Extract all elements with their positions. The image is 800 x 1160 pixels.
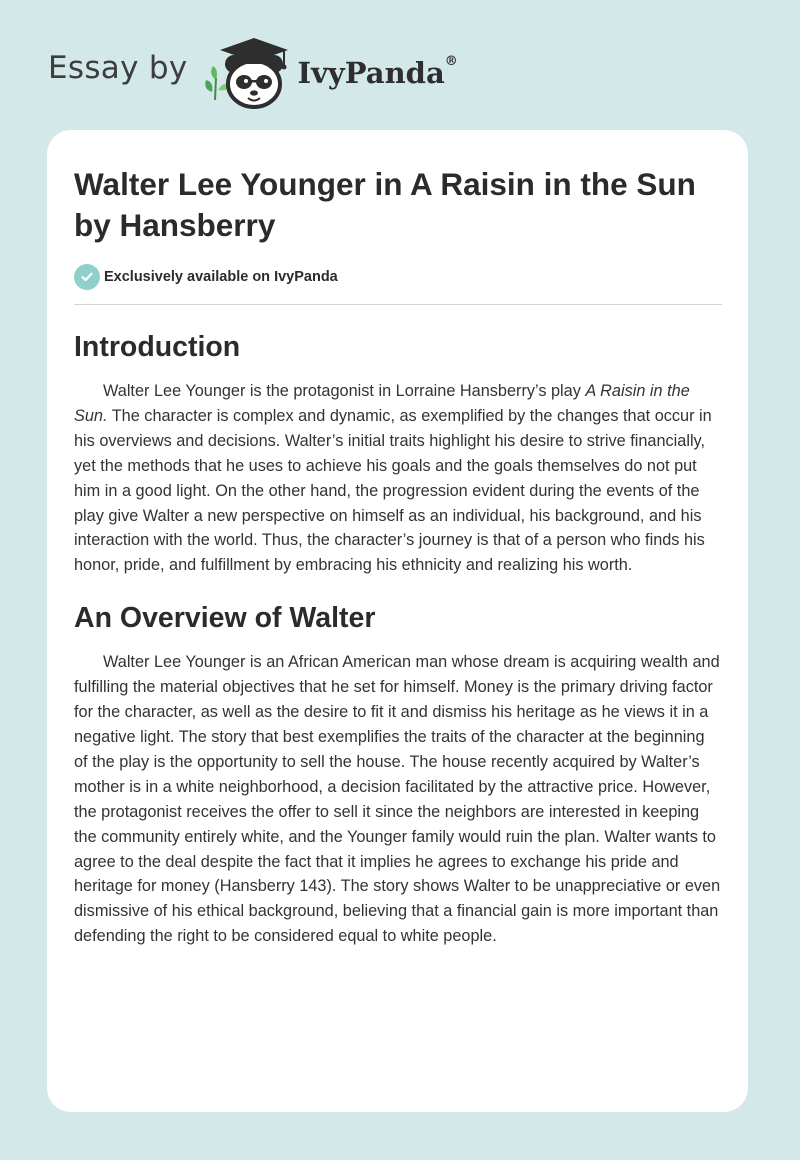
check-circle-icon <box>74 264 100 290</box>
section-paragraph: Walter Lee Younger is an African American man whose dream is acquiring wealth and fulfilling the material objectives that he set for himself. Money is the primary driving factor for the character, as well as the desire to fit it and dismiss his heritage as he views it in a negative light. The story that best exemplifies the traits of the character at the beginning of the play is the opportunity to sell the house. The house recently acquired by Walter’s mother is in a white neighborhood, a decision facilitated by the attractive price. However, the protagonist receives the offer to sell it since the neighbors are interested in keeping the community entirely white, and the Younger family would ruin the plan. Walter wants to agree to the deal despite the fact that it implies he agrees to exchange his pride and heritage for money (Hansberry 143). The story shows Walter to be unappreciative or even dismissive of his ethical background, believing that a financial gain is more important than defending the right to be considered equal to white people. <box>74 653 721 946</box>
exclusive-badge-text: Exclusively available on IvyPanda <box>104 269 338 285</box>
section-paragraph <box>74 379 722 578</box>
essay-card <box>47 130 748 1112</box>
paragraph-text: Walter Lee Younger is the protagonist in Lorraine Hansberry’s play <box>103 382 586 400</box>
essay-by-label: Essay by <box>48 50 188 86</box>
section-heading: Introduction <box>74 331 241 363</box>
section-heading: An Overview of Walter <box>74 602 376 635</box>
brand-text: IvyPanda <box>297 56 445 90</box>
site-header <box>48 30 458 110</box>
panda-graduate-logo-icon[interactable] <box>202 30 292 110</box>
brand-name[interactable] <box>298 56 458 90</box>
registered-mark: ® <box>444 54 458 69</box>
play-title-italic: A Raisin in the Sun. <box>74 382 690 425</box>
section-introduction <box>74 329 722 578</box>
essay-title: Walter Lee Younger in A Raisin in the Sun by Hansberry <box>74 166 696 243</box>
exclusive-badge <box>74 264 722 305</box>
paragraph-text: The character is complex and dynamic, as exemplified by the changes that occur in his overviews and decisions. Walter’s initial traits highlight his desire to strive financially, yet the methods that he uses to achieve his goals and the goals themselves do not put him in a good light. On the other hand, the progression evident during the events of the play give Walter a new perspective on himself as an individual, his background, and his interaction with the world. Thus, the character’s journey is that of a person who finds his honor, pride, and fulfillment by embracing his ethnicity and realizing his worth. <box>74 406 712 575</box>
section-overview-of-walter <box>74 600 722 949</box>
